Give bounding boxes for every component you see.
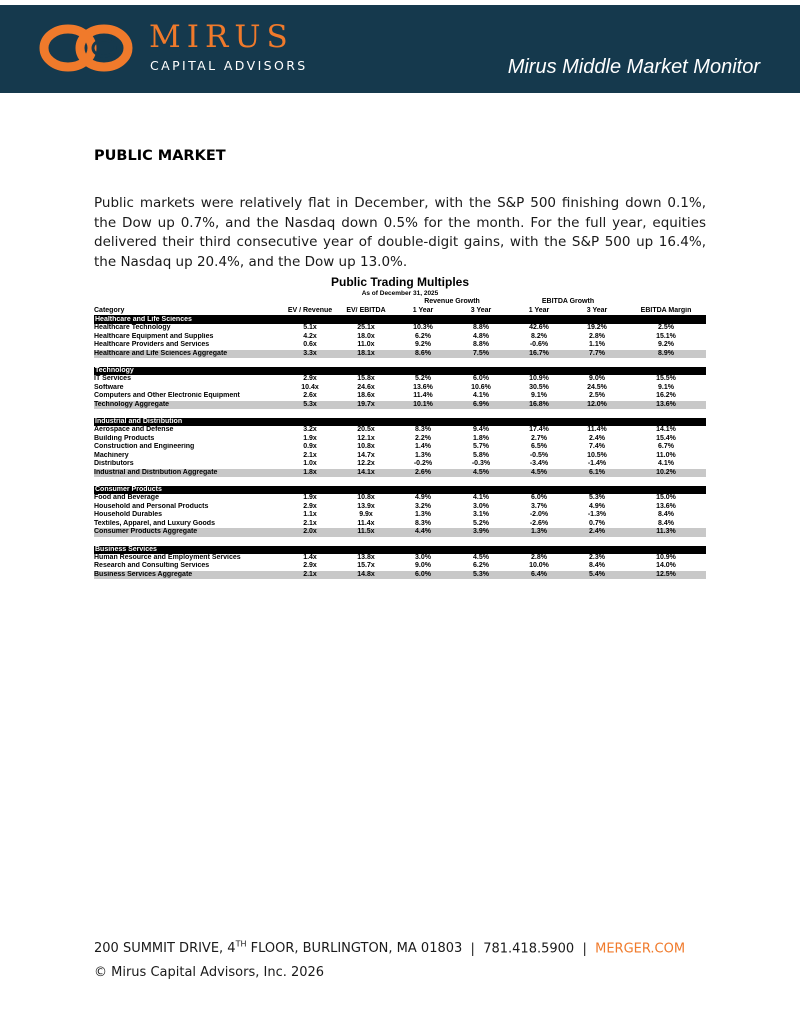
table-cell: 10.9%	[529, 375, 549, 382]
table-cell: 2.9x	[303, 562, 317, 569]
row-label: Computers and Other Electronic Equipment	[94, 392, 240, 399]
table-cell: 30.5%	[529, 383, 549, 391]
table-cell: 12.2x	[357, 460, 375, 467]
table-cell: 9.2%	[415, 341, 431, 348]
table-cell: 2.1x	[282, 571, 338, 580]
section-spacer	[94, 358, 706, 367]
public-trading-multiples-table-block	[94, 276, 706, 579]
column-header: 3 Year	[452, 307, 510, 316]
table-cell: 5.4%	[568, 571, 626, 580]
table-cell: 10.2%	[626, 469, 706, 478]
table-cell: 17.4%	[529, 426, 549, 433]
table-body	[94, 316, 706, 580]
table-subtitle: As of December 31, 2025	[361, 290, 439, 297]
table-cell: 3.2x	[303, 426, 317, 433]
table-cell: 3.3x	[282, 350, 338, 359]
table-cell: 10.6%	[471, 383, 491, 391]
table-cell: 12.5%	[626, 571, 706, 580]
section-spacer	[94, 409, 706, 418]
table-cell: 4.5%	[473, 553, 489, 561]
table-cell: 9.0%	[589, 375, 605, 382]
table-cell: 19.2%	[587, 324, 607, 331]
phone-number: 781.418.5900	[483, 941, 575, 957]
table-cell: 16.8%	[510, 401, 568, 410]
table-row	[94, 324, 706, 333]
table-cell: 3.1%	[473, 511, 489, 518]
table-cell: 8.8%	[473, 324, 489, 331]
table-cell: 10.4x	[301, 383, 319, 391]
table-cell: 6.0%	[531, 494, 547, 501]
table-cell: 7.4%	[589, 443, 605, 450]
table-cell: 16.2%	[656, 392, 676, 399]
table-cell: 0.6x	[303, 341, 317, 348]
brand-subtitle: CAPITAL ADVISORS	[150, 58, 308, 73]
table-cell: 10.9%	[656, 553, 676, 561]
table-cell: 10.8x	[357, 443, 375, 450]
table-cell: 4.1%	[473, 494, 489, 501]
table-row	[94, 452, 706, 461]
column-header: EBITDA Margin	[626, 307, 706, 316]
table-cell: 18.6x	[357, 392, 375, 399]
table-cell: 1.3%	[510, 528, 568, 537]
table-cell: 7.5%	[452, 350, 510, 359]
table-cell: 5.2%	[473, 519, 489, 527]
table-cell: 6.2%	[415, 332, 431, 340]
address: 200 SUMMIT DRIVE, 4TH FLOOR, BURLINGTON, MA 01803	[94, 940, 463, 957]
table-cell: 6.0%	[394, 571, 452, 580]
table-cell: 11.4%	[587, 426, 607, 433]
table-row	[94, 554, 706, 563]
table-cell: 11.0x	[357, 341, 375, 348]
separator: |	[470, 941, 475, 957]
row-label: Building Products	[94, 434, 155, 442]
table-cell: 8.8%	[473, 341, 489, 348]
table-cell: 1.4%	[415, 443, 431, 450]
category-header-row	[94, 316, 706, 325]
table-cell: 4.9%	[589, 502, 605, 510]
table-cell: 1.1x	[303, 511, 317, 518]
table-cell: -1.4%	[587, 460, 607, 467]
table-cell: 42.6%	[529, 324, 549, 331]
table-cell: -2.6%	[529, 519, 549, 527]
table-cell: -0.5%	[529, 451, 549, 459]
category-header-row	[94, 367, 706, 375]
category-header-row	[94, 486, 706, 494]
column-header-row	[94, 307, 706, 316]
table-cell: 8.4%	[589, 562, 605, 569]
row-label: Distributors	[94, 460, 134, 467]
table-cell: 14.0%	[656, 562, 676, 569]
table-cell: 8.4%	[658, 519, 674, 527]
table-cell: 9.2%	[658, 341, 674, 348]
table-cell: 6.7%	[658, 443, 674, 450]
table-cell: 13.6%	[413, 383, 433, 391]
multiples-table	[94, 298, 706, 579]
row-label: Healthcare Equipment and Supplies	[94, 332, 214, 340]
table-cell: 10.3%	[413, 324, 433, 331]
row-label: Healthcare and Life Sciences Aggregate	[94, 350, 282, 359]
aggregate-row	[94, 350, 706, 359]
row-label: Construction and Engineering	[94, 443, 195, 450]
table-row	[94, 426, 706, 435]
table-cell: 15.4%	[656, 434, 676, 442]
table-cell: 1.0x	[303, 460, 317, 467]
table-cell: 11.3%	[626, 528, 706, 537]
table-cell: 5.3%	[452, 571, 510, 580]
table-title: Public Trading Multiples	[330, 275, 469, 289]
table-cell: 2.8%	[531, 553, 547, 561]
table-cell: 3.0%	[473, 502, 489, 510]
table-cell: 4.8%	[473, 332, 489, 340]
header-band	[0, 5, 800, 93]
row-label: Technology Aggregate	[94, 401, 282, 410]
table-cell: 15.0%	[656, 494, 676, 501]
copyright: © Mirus Capital Advisors, Inc. 2026	[94, 965, 325, 980]
table-row	[94, 494, 706, 503]
table-cell: 6.2%	[473, 562, 489, 569]
category-name: Industrial and Distribution	[94, 418, 706, 426]
table-cell: 18.1x	[338, 350, 394, 359]
publication-title: Mirus Middle Market Monitor	[507, 56, 760, 78]
website-link[interactable]: MERGER.COM	[595, 941, 686, 957]
group-header-row	[94, 298, 706, 307]
table-cell: 12.0%	[568, 401, 626, 410]
section-spacer	[94, 537, 706, 546]
row-label: Food and Beverage	[94, 494, 159, 501]
row-label: Healthcare Technology	[94, 324, 171, 331]
table-cell: 2.5%	[658, 324, 674, 331]
table-cell: 9.1%	[658, 383, 674, 391]
table-cell: 6.1%	[568, 469, 626, 478]
table-cell: -2.0%	[529, 511, 549, 518]
separator: |	[582, 941, 587, 957]
table-cell: 7.7%	[568, 350, 626, 359]
row-label: Human Resource and Employment Services	[94, 553, 241, 561]
aggregate-row	[94, 469, 706, 478]
category-name: Healthcare and Life Sciences	[94, 316, 706, 325]
column-header: 3 Year	[568, 307, 626, 316]
column-header: Category	[94, 307, 282, 316]
table-cell: 4.5%	[510, 469, 568, 478]
table-row	[94, 503, 706, 512]
table-cell: 11.4x	[357, 519, 375, 527]
table-cell: 5.7%	[473, 443, 489, 450]
aggregate-row	[94, 401, 706, 410]
table-row	[94, 460, 706, 469]
category-header-row	[94, 546, 706, 554]
table-cell: 8.6%	[394, 350, 452, 359]
aggregate-row	[94, 528, 706, 537]
table-cell: 1.3%	[415, 451, 431, 459]
table-cell: -3.4%	[529, 460, 549, 467]
table-cell: -0.3%	[471, 460, 491, 467]
table-cell: 2.4%	[589, 434, 605, 442]
table-cell: 3.9%	[452, 528, 510, 537]
table-cell: 5.2%	[415, 375, 431, 382]
category-name: Technology	[94, 367, 706, 375]
table-cell: 2.4%	[568, 528, 626, 537]
table-cell: 2.2%	[415, 434, 431, 442]
column-header: EV / Revenue	[282, 307, 338, 316]
table-cell: 1.8x	[282, 469, 338, 478]
table-row	[94, 435, 706, 444]
table-cell: 5.3x	[282, 401, 338, 410]
table-cell: 1.4x	[303, 553, 317, 561]
table-cell: 9.9x	[359, 511, 373, 518]
table-cell: 9.1%	[531, 392, 547, 399]
aggregate-row	[94, 571, 706, 580]
table-cell: 2.0x	[282, 528, 338, 537]
table-cell: 5.8%	[473, 451, 489, 459]
table-cell: 10.0%	[529, 562, 549, 569]
brand-name: MIRUS	[149, 19, 294, 55]
table-cell: 10.5%	[587, 451, 607, 459]
table-cell: 2.6x	[303, 392, 317, 399]
table-row	[94, 562, 706, 571]
table-cell: 24.5%	[587, 383, 607, 391]
table-cell: 1.8%	[473, 434, 489, 442]
row-label: Consumer Products Aggregate	[94, 528, 282, 537]
table-cell: -0.6%	[529, 341, 549, 348]
table-cell: 3.0%	[415, 553, 431, 561]
table-cell: 9.4%	[473, 426, 489, 433]
row-label: Aerospace and Defense	[94, 426, 174, 433]
table-row	[94, 375, 706, 384]
table-cell: 11.0%	[656, 451, 676, 459]
table-cell: 10.8x	[357, 494, 375, 501]
table-cell: 1.9x	[303, 494, 317, 501]
table-cell: 4.4%	[394, 528, 452, 537]
table-cell: 14.1%	[656, 426, 676, 433]
ebitda-growth-header: EBITDA Growth	[541, 298, 595, 305]
row-label: Business Services Aggregate	[94, 571, 282, 580]
table-cell: 5.1x	[303, 324, 317, 331]
column-header: 1 Year	[394, 307, 452, 316]
table-cell: 2.1x	[303, 519, 317, 527]
table-cell: 8.3%	[415, 519, 431, 527]
table-cell: -0.2%	[413, 460, 433, 467]
table-row	[94, 443, 706, 452]
revenue-growth-header: Revenue Growth	[424, 298, 480, 305]
table-cell: 4.9%	[415, 494, 431, 501]
table-cell: 6.0%	[473, 375, 489, 382]
table-cell: 24.6x	[357, 383, 375, 391]
table-cell: 11.4%	[413, 392, 433, 399]
row-label: Household Durables	[94, 511, 163, 518]
table-cell: 14.1x	[338, 469, 394, 478]
category-name: Consumer Products	[94, 486, 706, 494]
table-cell: 4.2x	[303, 332, 317, 340]
table-row	[94, 333, 706, 342]
table-cell: 14.7x	[357, 451, 375, 459]
table-row	[94, 341, 706, 350]
table-row	[94, 384, 706, 393]
table-cell: 2.9x	[303, 375, 317, 382]
table-cell: 6.5%	[531, 443, 547, 450]
row-label: IT Services	[94, 375, 131, 382]
table-cell: 3.2%	[415, 502, 431, 510]
column-header: EV/ EBITDA	[338, 307, 394, 316]
table-cell: -1.3%	[587, 511, 607, 518]
table-cell: 15.8x	[357, 375, 375, 382]
table-cell: 8.3%	[415, 426, 431, 433]
table-cell: 2.9x	[303, 502, 317, 510]
table-cell: 2.8%	[589, 332, 605, 340]
table-row	[94, 520, 706, 529]
table-cell: 8.2%	[531, 332, 547, 340]
table-row	[94, 511, 706, 520]
table-cell: 14.8x	[338, 571, 394, 580]
table-cell: 13.8x	[357, 553, 375, 561]
table-cell: 2.7%	[531, 434, 547, 442]
table-cell: 20.5x	[357, 426, 375, 433]
category-header-row	[94, 418, 706, 426]
table-cell: 6.4%	[510, 571, 568, 580]
table-cell: 10.1%	[394, 401, 452, 410]
table-cell: 1.1%	[589, 341, 605, 348]
table-cell: 12.1x	[357, 434, 375, 442]
table-cell: 2.1x	[303, 451, 317, 459]
table-cell: 15.7x	[357, 562, 375, 569]
table-cell: 0.7%	[589, 519, 605, 527]
table-cell: 16.7%	[510, 350, 568, 359]
table-cell: 8.4%	[658, 511, 674, 518]
mirus-logo-icon	[38, 23, 138, 73]
table-cell: 4.5%	[452, 469, 510, 478]
section-title: PUBLIC MARKET	[94, 148, 226, 164]
row-label: Research and Consulting Services	[94, 562, 210, 569]
table-cell: 15.5%	[656, 375, 676, 382]
table-cell: 13.9x	[357, 502, 375, 510]
table-cell: 18.0x	[357, 332, 375, 340]
row-label: Industrial and Distribution Aggregate	[94, 469, 282, 478]
table-row	[94, 392, 706, 401]
table-cell: 13.6%	[656, 502, 676, 510]
table-cell: 4.1%	[658, 460, 674, 467]
table-cell: 1.3%	[415, 511, 431, 518]
row-label: Software	[94, 383, 124, 391]
table-cell: 15.1%	[656, 332, 676, 340]
table-cell: 2.5%	[589, 392, 605, 399]
section-spacer	[94, 477, 706, 486]
table-cell: 9.0%	[415, 562, 431, 569]
table-cell: 8.9%	[626, 350, 706, 359]
row-label: Healthcare Providers and Services	[94, 341, 210, 348]
intro-paragraph: Public markets were relatively flat in December, with the S&P 500 finishing down 0.1%, the Dow up 0.7%, and the Nasdaq down 0.5% for the month. For the full year, equities delivered their third consecutive year of double-digit gains, with the S&P 500 up 16.4%, the Nasdaq up 20.4%, and the Dow up 13.0%.	[94, 195, 706, 270]
table-cell: 3.7%	[531, 502, 547, 510]
table-cell: 6.9%	[452, 401, 510, 410]
category-name: Business Services	[94, 546, 706, 554]
table-cell: 0.9x	[303, 443, 317, 450]
column-header: 1 Year	[510, 307, 568, 316]
table-cell: 11.5x	[338, 528, 394, 537]
row-label: Household and Personal Products	[94, 502, 209, 510]
footer-address-line	[94, 940, 685, 956]
table-cell: 2.6%	[394, 469, 452, 478]
table-cell: 13.6%	[626, 401, 706, 410]
table-cell: 1.9x	[303, 434, 317, 442]
row-label: Textiles, Apparel, and Luxury Goods	[94, 519, 215, 527]
table-cell: 5.3%	[589, 494, 605, 501]
row-label: Machinery	[94, 451, 129, 459]
table-cell: 25.1x	[357, 324, 375, 331]
table-cell: 4.1%	[473, 392, 489, 399]
table-cell: 19.7x	[338, 401, 394, 410]
table-cell: 2.3%	[589, 553, 605, 561]
